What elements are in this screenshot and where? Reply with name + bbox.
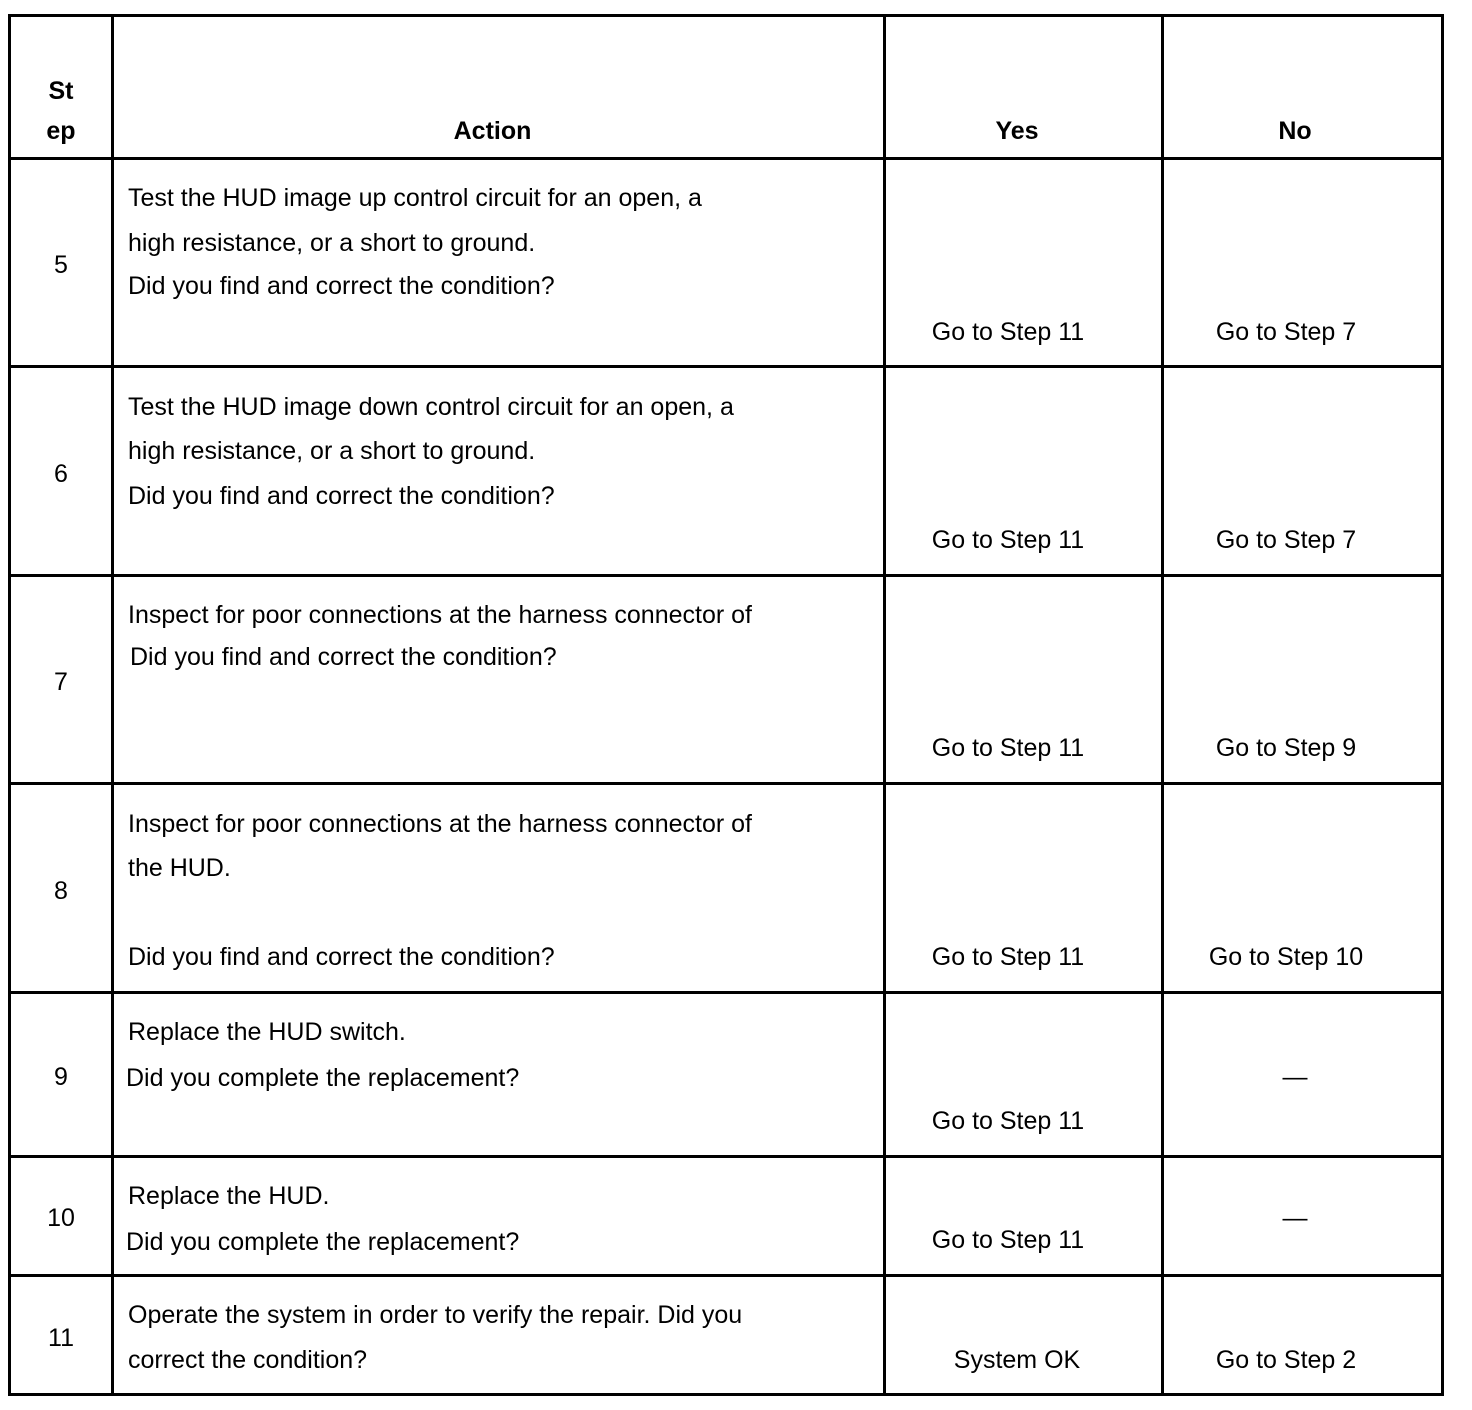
yes-result: System OK xyxy=(953,1346,1081,1374)
action-text-line: Replace the HUD switch. xyxy=(128,1018,406,1046)
column-divider-yes xyxy=(1161,17,1164,1393)
row-divider-9 xyxy=(11,1155,1441,1158)
action-text-line: Did you find and correct the condition? xyxy=(128,943,555,971)
yes-result: Go to Step 11 xyxy=(931,1226,1085,1254)
row-divider-header xyxy=(11,157,1441,160)
step-number: 8 xyxy=(54,877,68,905)
yes-result: Go to Step 11 xyxy=(931,318,1085,346)
action-text-line: Inspect for poor connections at the harness connector of xyxy=(128,601,752,629)
action-text-line: Did you find and correct the condition? xyxy=(130,643,557,671)
action-text-line: Operate the system in order to verify the repair. Did you xyxy=(128,1301,743,1329)
step-number: 7 xyxy=(54,668,68,696)
no-result: — xyxy=(1282,1063,1308,1091)
action-text-line: Did you find and correct the condition? xyxy=(128,482,555,510)
no-result: Go to Step 7 xyxy=(1215,318,1357,346)
no-result: — xyxy=(1282,1204,1308,1232)
step-number: 10 xyxy=(47,1204,75,1232)
action-text-line: Replace the HUD. xyxy=(128,1182,330,1210)
row-divider-5 xyxy=(11,365,1441,368)
action-text-line: Test the HUD image down control circuit for an open, a xyxy=(128,393,734,421)
column-divider-step xyxy=(111,17,114,1393)
header-step-line1: St xyxy=(48,77,74,105)
action-text-line: Did you complete the replacement? xyxy=(126,1064,520,1092)
header-no: No xyxy=(1278,117,1312,145)
step-number: 9 xyxy=(54,1063,68,1091)
step-number: 5 xyxy=(54,251,68,279)
action-text-line: the HUD. xyxy=(128,854,231,882)
column-divider-action xyxy=(883,17,886,1393)
yes-result: Go to Step 11 xyxy=(931,734,1085,762)
no-result: Go to Step 7 xyxy=(1215,526,1357,554)
row-divider-6 xyxy=(11,574,1441,577)
yes-result: Go to Step 11 xyxy=(931,1107,1085,1135)
row-divider-10 xyxy=(11,1274,1441,1277)
header-action: Action xyxy=(453,117,532,145)
action-text-line: Test the HUD image up control circuit for an open, a xyxy=(128,184,702,212)
yes-result: Go to Step 11 xyxy=(931,943,1085,971)
no-result: Go to Step 10 xyxy=(1208,943,1364,971)
yes-result: Go to Step 11 xyxy=(931,526,1085,554)
step-number: 11 xyxy=(48,1324,74,1352)
header-yes: Yes xyxy=(995,117,1039,145)
diagnostic-table xyxy=(8,14,1444,1396)
row-divider-8 xyxy=(11,991,1441,994)
action-text-line: Inspect for poor connections at the harness connector of xyxy=(128,810,752,838)
action-text-line: Did you complete the replacement? xyxy=(126,1228,520,1256)
action-text-line: Did you find and correct the condition? xyxy=(128,272,555,300)
step-number: 6 xyxy=(54,460,68,488)
no-result: Go to Step 9 xyxy=(1215,734,1357,762)
header-step-line2: ep xyxy=(46,117,76,145)
action-text-line: high resistance, or a short to ground. xyxy=(128,437,536,465)
no-result: Go to Step 2 xyxy=(1215,1346,1357,1374)
action-text-line: high resistance, or a short to ground. xyxy=(128,229,536,257)
action-text-line: correct the condition? xyxy=(128,1346,368,1374)
row-divider-7 xyxy=(11,782,1441,785)
